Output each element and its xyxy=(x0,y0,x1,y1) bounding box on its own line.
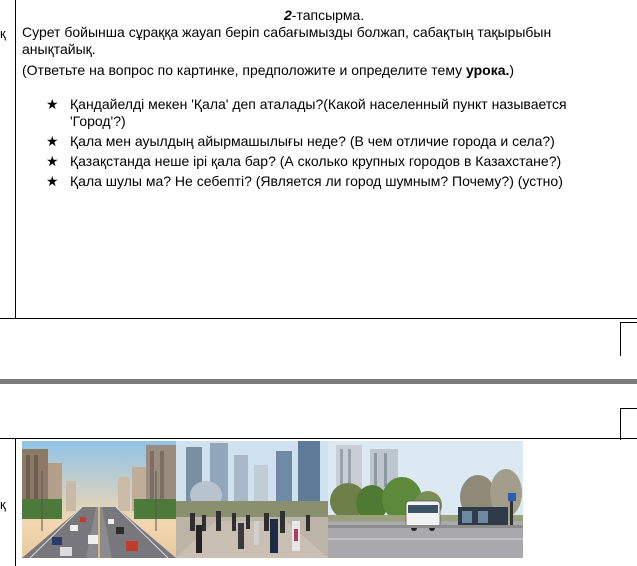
city-pedestrians-illustration xyxy=(176,441,328,558)
star-icon: ★ xyxy=(46,96,59,112)
question-item xyxy=(46,96,606,130)
city-pedestrians-photo xyxy=(176,441,328,558)
intro-kazakh: Сурет бойынша сұраққа жауап беріп сабағымызды болжап, сабақтың тақырыбын анықтайық. xyxy=(22,24,552,57)
section-separator xyxy=(0,379,637,384)
intro-russian-end: ) xyxy=(509,62,515,78)
right-cell-top-2 xyxy=(620,408,637,409)
row-divider-2 xyxy=(0,438,637,439)
city-highway-illustration xyxy=(22,441,176,558)
question-text: Қазақстанда неше ірі қала бар? (А сколько крупных городов в Казахстане?) xyxy=(70,153,562,169)
city-highway-photo xyxy=(22,441,176,558)
question-list xyxy=(46,96,606,193)
right-cell-top-1 xyxy=(620,322,637,323)
task-title xyxy=(284,7,364,23)
question-text: Қала шулы ма? Не себепті? (Является ли город шумным? Почему?) (устно) xyxy=(70,173,563,189)
left-border xyxy=(15,0,16,318)
edge-letter-bottom: қ xyxy=(0,497,6,512)
city-street-bus-illustration xyxy=(328,441,523,558)
question-item xyxy=(46,173,606,190)
right-cell-border-2 xyxy=(620,408,621,440)
question-text: Қандайелді мекен 'Қала' деп аталады?(Какой населенный пункт называется 'Город'?) xyxy=(70,96,567,129)
intro-russian-bold: урока. xyxy=(466,62,510,78)
star-icon: ★ xyxy=(46,133,59,149)
star-icon: ★ xyxy=(46,153,59,169)
right-cell-border-1 xyxy=(620,322,621,356)
question-item xyxy=(46,153,606,170)
question-text: Қала мен ауылдың айырмашылығы неде? (В чем отличие города и села?) xyxy=(70,133,555,149)
city-street-bus-photo xyxy=(328,441,523,558)
left-border-lower xyxy=(15,438,16,566)
row-divider-1 xyxy=(0,318,637,319)
task-number: 2 xyxy=(284,7,292,23)
intro-russian-text: (Ответьте на вопрос по картинке, предположите и определите тему xyxy=(22,62,467,78)
star-icon: ★ xyxy=(46,173,59,189)
task-title-text: -тапсырма. xyxy=(291,7,365,23)
intro-russian xyxy=(22,62,622,79)
edge-letter-top: қ xyxy=(0,26,6,41)
question-item xyxy=(46,133,606,150)
